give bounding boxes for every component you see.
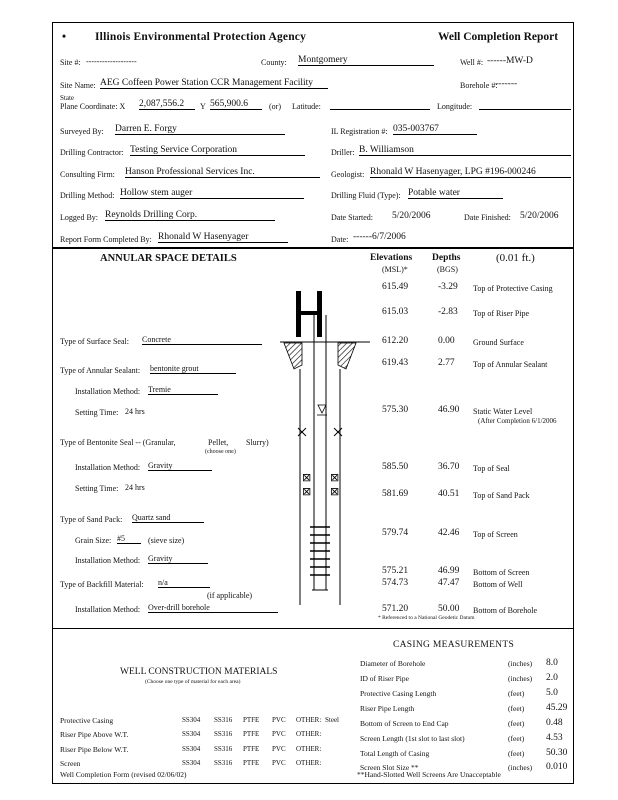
- elev-desc: Top of Screen: [473, 530, 518, 539]
- logged-label: Logged By:: [60, 213, 98, 222]
- material-option: PVC: [272, 759, 286, 767]
- form-id: Well Completion Form (revised 02/06/02): [60, 770, 187, 779]
- casing-label: Bottom of Screen to End Cap: [360, 719, 449, 728]
- bullet-mark: •: [62, 31, 67, 43]
- elev-value: 619.43: [382, 358, 409, 368]
- bentonite-label: Type of Bentonite Seal -- (Granular,: [60, 438, 176, 447]
- casing-value: 2.0: [546, 673, 558, 683]
- material-option: OTHER:: [296, 730, 322, 738]
- depth-value: -3.29: [438, 282, 458, 292]
- protective-casing-h: [296, 291, 322, 337]
- svg-text:⊠: ⊠: [330, 485, 340, 498]
- material-option: SS316: [214, 745, 233, 753]
- install-method-value-3: Gravity: [148, 554, 208, 564]
- depth-value: 40.51: [438, 489, 460, 499]
- setting-time-label-2: Setting Time:: [75, 484, 119, 493]
- well-num-value: ------MW-D: [487, 56, 533, 66]
- casing-value: 4.53: [546, 733, 563, 743]
- depth-value: 46.90: [438, 405, 460, 415]
- material-label: Riser Pipe Below W.T.: [60, 745, 129, 754]
- casing-label: Screen Slot Size **: [360, 763, 419, 772]
- elev-desc: Top of Riser Pipe: [473, 309, 530, 318]
- casing-unit: (feet): [508, 719, 525, 728]
- depth-value: 36.70: [438, 462, 460, 472]
- material-option: SS304: [182, 759, 201, 767]
- report-completed-label: Report Form Completed By:: [60, 235, 152, 244]
- backfill-value: n/a: [158, 578, 210, 588]
- material-option: PTFE: [243, 716, 260, 724]
- datum-footnote: * Referenced to a National Geodetic Datum: [378, 615, 475, 621]
- header-divider: [52, 247, 574, 249]
- material-option: PVC: [272, 745, 286, 753]
- date-label: Date:: [331, 235, 349, 244]
- method-label: Drilling Method:: [60, 191, 115, 200]
- borehole-label: Borehole #:: [460, 81, 498, 90]
- install-method-value-2: Gravity: [148, 461, 212, 471]
- backfill-label: Type of Backfill Material:: [60, 580, 144, 589]
- elev-value: 615.03: [382, 307, 409, 317]
- svg-text:⊠: ⊠: [302, 485, 312, 498]
- casing-value: 0.010: [546, 762, 568, 772]
- date-finished-label: Date Finished:: [464, 213, 511, 222]
- material-option: SS304: [182, 745, 201, 753]
- depth-value: 2.77: [438, 358, 455, 368]
- reg-value: 035-003767: [393, 124, 477, 135]
- casing-label: Total Length of Casing: [360, 749, 430, 758]
- elev-desc: Bottom of Borehole: [473, 606, 537, 615]
- material-label: Protective Casing: [60, 716, 114, 725]
- seal-marks: [298, 428, 342, 436]
- grain-size-label: Grain Size:: [75, 536, 112, 545]
- sand-pack-value: Quartz sand: [132, 513, 204, 523]
- plane-label-1: State: [60, 94, 74, 102]
- svg-text:⊠: ⊠: [302, 471, 312, 484]
- fluid-label: Drilling Fluid (Type):: [331, 191, 401, 200]
- elev-value: 615.49: [382, 282, 409, 292]
- depth-value: 42.46: [438, 528, 460, 538]
- elev-value: 581.69: [382, 489, 409, 499]
- elev-value: 585.50: [382, 462, 409, 472]
- site-name-label: Site Name:: [60, 81, 96, 90]
- well-diagram: [280, 285, 370, 615]
- material-other-value: Steel: [325, 716, 339, 724]
- casing-unit: (inches): [508, 674, 533, 683]
- consulting-value: Hanson Professional Services Inc.: [125, 167, 320, 178]
- materials-subheading: (Choose one type of material for each area): [145, 679, 241, 685]
- reg-label: IL Registration #:: [331, 127, 388, 136]
- or-label: (or): [269, 102, 281, 111]
- site-num-value: -------------------: [86, 57, 137, 66]
- material-option: SS304: [182, 730, 201, 738]
- date-started-value: 5/20/2006: [392, 211, 431, 221]
- install-method-label-1: Installation Method:: [75, 387, 141, 396]
- setting-time-value-2: 24 hrs: [125, 483, 145, 492]
- longitude-field: [479, 100, 571, 110]
- surveyed-value: Darren E. Forgy: [115, 124, 285, 135]
- elev-desc: Top of Seal: [473, 464, 510, 473]
- elev-value: 612.20: [382, 336, 409, 346]
- depth-value: 47.47: [438, 578, 460, 588]
- elev-value: 574.73: [382, 578, 409, 588]
- date-started-label: Date Started:: [331, 213, 373, 222]
- casing-label: Diameter of Borehole: [360, 659, 426, 668]
- lower-divider: [52, 628, 574, 629]
- logged-value: Reynolds Drilling Corp.: [105, 210, 275, 221]
- fluid-value: Potable water: [408, 188, 503, 199]
- annular-heading: ANNULAR SPACE DETAILS: [100, 253, 237, 264]
- material-option: OTHER:: [296, 759, 322, 767]
- elev-value: 579.74: [382, 528, 409, 538]
- casing-unit: (inches): [508, 763, 533, 772]
- material-label: Riser Pipe Above W.T.: [60, 730, 129, 739]
- elev-value: 571.20: [382, 604, 409, 614]
- longitude-label: Longitude:: [437, 102, 473, 111]
- consulting-label: Consulting Firm:: [60, 170, 115, 179]
- install-method-value-4: Over-drill borehole: [148, 603, 278, 613]
- material-option: OTHER:: [296, 745, 322, 753]
- casing-label: Screen Length (1st slot to last slot): [360, 734, 465, 743]
- material-option: PTFE: [243, 730, 260, 738]
- report-title: Well Completion Report: [438, 31, 559, 43]
- material-option: SS316: [214, 716, 233, 724]
- casing-value: 0.48: [546, 718, 563, 728]
- elev-desc: Top of Protective Casing: [473, 284, 553, 293]
- material-option: PTFE: [243, 745, 260, 753]
- depth-value: 50.00: [438, 604, 460, 614]
- material-option: PVC: [272, 716, 286, 724]
- driller-label: Driller:: [331, 148, 355, 157]
- contractor-value: Testing Service Corporation: [130, 145, 305, 156]
- setting-time-label-1: Setting Time:: [75, 408, 119, 417]
- precision-note: (0.01 ft.): [496, 252, 535, 264]
- casing-label: Riser Pipe Length: [360, 704, 415, 713]
- pellet-label: Pellet,: [208, 438, 229, 447]
- sieve-label: (sieve size): [148, 536, 185, 545]
- elev-desc: Bottom of Well: [473, 580, 523, 589]
- geologist-label: Geologist:: [331, 170, 365, 179]
- material-option: PVC: [272, 730, 286, 738]
- if-applicable-note: (if applicable): [207, 591, 253, 600]
- county-value: Montgomery: [298, 55, 434, 66]
- elev-desc: Bottom of Screen: [473, 568, 530, 577]
- driller-value: B. Williamson: [359, 145, 571, 156]
- plane-x-value: 2,087,556.2: [139, 99, 195, 110]
- install-method-label-3: Installation Method:: [75, 556, 141, 565]
- elev-value: 575.21: [382, 566, 409, 576]
- elev-desc: Ground Surface: [473, 338, 524, 347]
- casing-heading: CASING MEASUREMENTS: [393, 640, 515, 650]
- report-completed-value: Rhonald W Hasenyager: [158, 232, 288, 243]
- elev-heading: Elevations: [370, 253, 413, 263]
- surface-seal-label: Type of Surface Seal:: [60, 337, 129, 346]
- sand-pack-marks: [302, 471, 339, 498]
- depth-value: -2.83: [438, 307, 458, 317]
- casing-value: 45.29: [546, 703, 568, 713]
- depth-value: 46.99: [438, 566, 460, 576]
- casing-value: 5.0: [546, 688, 558, 698]
- install-method-value-1: Tremie: [148, 385, 218, 395]
- choose-one-note: (choose one): [205, 449, 236, 455]
- surveyed-label: Surveyed By:: [60, 127, 104, 136]
- riser-pipe: [314, 315, 326, 590]
- svg-text:⊠: ⊠: [330, 471, 340, 484]
- surface-seal-hatch: [284, 343, 356, 369]
- depth-value: 0.00: [438, 336, 455, 346]
- slurry-label: Slurry): [246, 438, 269, 447]
- depth-unit: (BGS): [437, 265, 458, 274]
- elev-desc: Top of Annular Sealant: [473, 360, 548, 369]
- install-method-label-2: Installation Method:: [75, 463, 141, 472]
- geologist-value: Rhonald W Hasenyager, LPG #196-000246: [370, 167, 571, 178]
- contractor-label: Drilling Contractor:: [60, 148, 124, 157]
- date-finished-value: 5/20/2006: [520, 211, 559, 221]
- casing-unit: (feet): [508, 689, 525, 698]
- plane-y-value: 565,900.6: [210, 99, 262, 110]
- plane-y-label: Y: [200, 102, 206, 111]
- well-num-label: Well #:: [460, 58, 484, 67]
- grain-size-value: #5: [117, 534, 141, 544]
- annular-seal-label: Type of Annular Sealant:: [60, 366, 141, 375]
- material-option: SS304: [182, 716, 201, 724]
- slot-footnote: **Hand-Slotted Well Screens Are Unacceptable: [357, 770, 501, 779]
- borehole-value: -------: [495, 79, 518, 89]
- plane-label-2: Plane Coordinate: X: [60, 102, 126, 111]
- elev-unit: (MSL)*: [382, 265, 408, 274]
- method-value: Hollow stem auger: [120, 188, 304, 199]
- latitude-label: Latitude:: [292, 102, 321, 111]
- screen-slots: [310, 527, 330, 575]
- site-name-value: AEG Coffeen Power Station CCR Management Facility: [100, 78, 328, 89]
- county-label: County:: [261, 58, 287, 67]
- materials-heading: WELL CONSTRUCTION MATERIALS: [120, 667, 278, 677]
- date-value: ------6/7/2006: [353, 232, 406, 242]
- casing-value: 8.0: [546, 658, 558, 668]
- site-num-label: Site #:: [60, 58, 81, 67]
- setting-time-value-1: 24 hrs: [125, 407, 145, 416]
- material-label: Screen: [60, 759, 81, 768]
- sand-pack-label: Type of Sand Pack:: [60, 515, 123, 524]
- latitude-field: [330, 100, 430, 110]
- material-option: PTFE: [243, 759, 260, 767]
- elev-desc: Top of Sand Pack: [473, 491, 530, 500]
- elev-value: 575.30: [382, 405, 409, 415]
- surface-seal-value: Concrete: [142, 335, 262, 345]
- install-method-label-4: Installation Method:: [75, 605, 141, 614]
- casing-unit: (inches): [508, 659, 533, 668]
- depth-heading: Depths: [432, 253, 461, 263]
- annular-seal-value: bentonite grout: [150, 364, 236, 374]
- elev-desc: Static Water Level: [473, 407, 533, 416]
- casing-value: 50.30: [546, 748, 568, 758]
- material-option: SS316: [214, 730, 233, 738]
- elev-note: (After Completion 6/1/2006: [478, 417, 557, 425]
- casing-unit: (feet): [508, 704, 525, 713]
- material-option: OTHER:: [296, 716, 322, 724]
- material-option: SS316: [214, 759, 233, 767]
- casing-label: Protective Casing Length: [360, 689, 437, 698]
- casing-unit: (feet): [508, 734, 525, 743]
- casing-label: ID of Riser Pipe: [360, 674, 409, 683]
- agency-title: Illinois Environmental Protection Agency: [95, 31, 307, 43]
- casing-unit: (feet): [508, 749, 525, 758]
